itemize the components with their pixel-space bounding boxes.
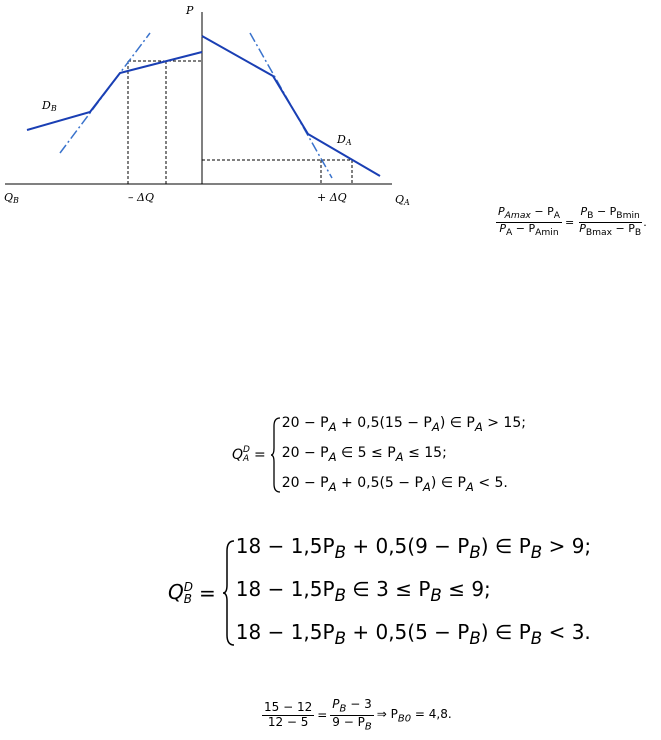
ratio-formula: $\frac{P_{Amax} - P_A}{P_A - P_{Amin}}$ = $\frac{P_B - P_{Bmin}}{P_{Bmax} - P_B}$ . [498,205,647,238]
db-curve [27,52,202,130]
da-curve [202,36,380,176]
qb-axis-label: QB [4,191,19,205]
qa-demand-system: Q D A = $20 - P_A + 0,5(15 - P_A)$ ∈ $P_A > 15$; $20 - P_A$ ∈ $5 \le P_A \le 15$; $20 - P_A + 0,5(5 - P_A)$ ∈ $P_A < 5$. [232,415,526,494]
demand-figure [0,0,661,230]
result-equation: $\frac{15 - 12}{12 - 5}$ = $\frac{P_B - 3}{9 - P_B}$ ⇒ $P_{B0} = 4,8$. [264,697,452,733]
qa-axis-label: QA [395,193,410,207]
qa-brace [270,416,282,494]
p-axis-label: P [186,4,194,17]
qb-brace [222,539,236,647]
da-curve-label: DA [337,133,352,147]
qb-demand-system: Q D B = $18 - 1,5P_B + 0,5(9 - P_B)$ ∈ $P_B > 9$; $18 - 1,5P_B$ ∈ $3 \le P_B \le 9$; $18 - 1,5P_B + 0,5(5 - P_B)$ ∈ $P_B < 3$. [168,534,592,648]
db-curve-label: DB [42,99,57,113]
plus-dq-label: + ΔQ [317,191,347,204]
minus-dq-label: – ΔQ [128,191,154,204]
projection-lines [128,61,352,184]
